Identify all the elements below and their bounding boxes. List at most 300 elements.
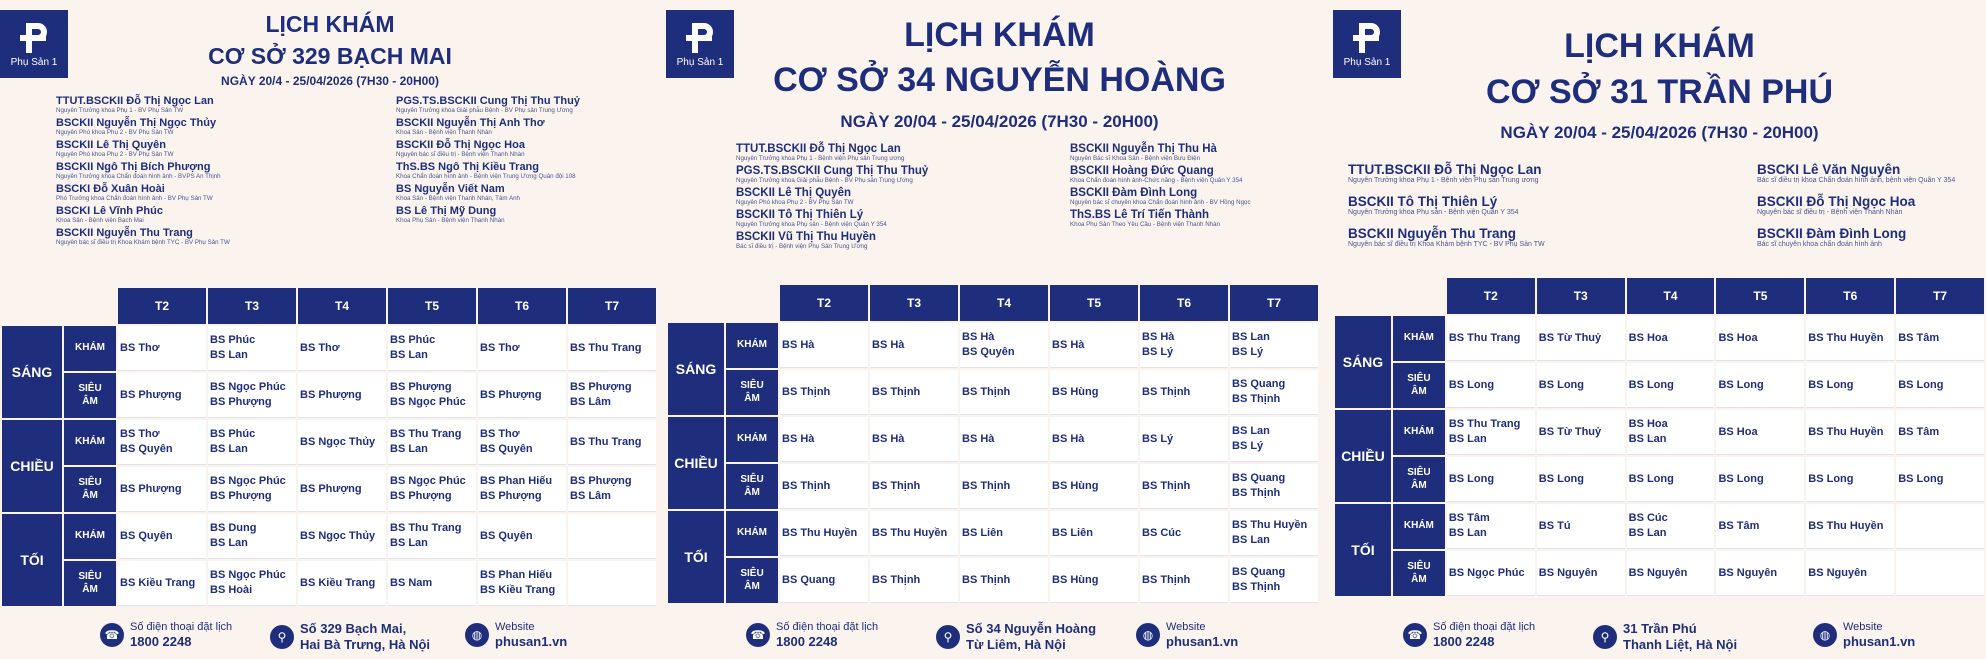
doctor-assignment: BS Phúc xyxy=(210,428,256,441)
doctor-name: BS Lê Thị Mỹ Dung xyxy=(396,205,497,217)
day-header-t6: T6 xyxy=(1140,285,1228,321)
doctor-name: BSCKII Vũ Thị Thu Huyền xyxy=(736,231,876,243)
schedule-cell xyxy=(1230,558,1318,603)
schedule-cell xyxy=(1140,558,1228,603)
doctor-assignment: BS Lan xyxy=(1448,527,1487,539)
session-type-label: SIÊU ÂM xyxy=(64,467,116,512)
schedule-cell xyxy=(1627,410,1715,455)
schedule-row xyxy=(2,467,656,512)
schedule-cell xyxy=(1230,370,1318,415)
doctor-assignment: BS Lan xyxy=(390,537,428,549)
schedule-row xyxy=(2,561,656,606)
schedule-cell xyxy=(1627,316,1715,361)
doctor-entry xyxy=(1757,162,1955,184)
schedule-cell xyxy=(388,420,476,465)
schedule-cell xyxy=(208,561,296,606)
schedule-row xyxy=(1335,504,1984,549)
doctor-assignment: BS Thu Huyền xyxy=(1808,519,1884,532)
session-type-label: KHÁM xyxy=(1393,316,1445,361)
doctor-assignment: BS Kiều Trang xyxy=(480,584,556,596)
doctor-assignment: BS Hà xyxy=(782,338,815,351)
footer-value[interactable]: 1800 2248 xyxy=(1433,634,1495,650)
doctor-assignment: BS Từ Thuỷ xyxy=(1538,425,1602,438)
doctor-assignment: BS Nguyên xyxy=(1538,566,1598,579)
doctor-assignment: BS Lan xyxy=(1628,433,1667,445)
doctor-entry xyxy=(1348,226,1545,248)
doctor-name: PGS.TS.BSCKII Cung Thị Thu Thuỷ xyxy=(396,95,580,107)
schedule-cell xyxy=(1716,363,1804,408)
session-type-label: KHÁM xyxy=(64,326,116,371)
doctor-name: BSCKII Nguyễn Thu Trang xyxy=(1348,226,1517,241)
doctor-assignment: BS Quyên xyxy=(120,443,173,455)
doctor-description: Khoa Sản - Bệnh viện Bạch Mai xyxy=(56,217,144,224)
footer-value[interactable]: 1800 2248 xyxy=(130,634,192,650)
session-type-label: SIÊU ÂM xyxy=(726,558,778,603)
session-type-label: KHÁM xyxy=(726,417,778,462)
schedule-cell xyxy=(298,514,386,559)
doctor-entry xyxy=(56,139,174,158)
schedule-cell xyxy=(298,373,386,418)
doctor-assignment: BS Thịnh xyxy=(962,385,1011,398)
doctor-assignment: BS Ngọc Phúc xyxy=(210,381,286,394)
doctor-assignment: BS Liên xyxy=(1052,526,1093,539)
doctor-assignment: BS Quang xyxy=(782,573,836,586)
day-header-t4: T4 xyxy=(1627,278,1715,314)
schedule-cell xyxy=(1806,504,1894,549)
doctor-name: BSCKII Hoàng Đức Quang xyxy=(1070,165,1214,177)
address-line-2: Từ Liêm, Hà Nội xyxy=(966,636,1066,652)
schedule-row xyxy=(2,420,656,465)
schedule-cell xyxy=(870,417,958,462)
schedule-cell xyxy=(960,464,1048,509)
schedule-cell xyxy=(298,326,386,371)
doctor-assignment: BS Nguyên xyxy=(1628,566,1688,579)
schedule-cell xyxy=(780,511,868,556)
doctor-assignment: BS Phan Hiếu xyxy=(480,475,553,488)
schedule-cell xyxy=(1806,316,1894,361)
doctor-description: Nguyên Trưởng khoa Giải phẫu Bệnh - BV Phụ sản Trung Ương xyxy=(396,107,573,114)
doctor-assignment: BS Lan xyxy=(390,349,428,361)
doctor-assignment: BS Thịnh xyxy=(782,385,831,398)
schedule-cell xyxy=(960,511,1048,556)
globe-icon: ◍ xyxy=(1813,623,1837,647)
schedule-cell xyxy=(1140,323,1228,368)
doctor-entry xyxy=(396,95,580,114)
schedule-cell xyxy=(1140,464,1228,509)
doctor-description: Khoa Chẩn đoán hình ảnh - Bệnh viện Trung Ương Quân đội 108 xyxy=(396,173,576,180)
schedule-cell xyxy=(208,373,296,418)
doctor-assignment: BS Phượng xyxy=(390,490,452,502)
footer-label: Số điện thoại đặt lịch xyxy=(130,621,233,633)
doctor-description: Nguyên Trưởng khoa Giải phẫu Bệnh - BV Phụ sản Trung Ương xyxy=(736,177,913,184)
doctor-assignment: BS Thu Trang xyxy=(570,341,642,354)
doctor-name: BSCKII Nguyễn Thị Ngọc Thủy xyxy=(56,117,217,129)
doctor-assignment: BS Long xyxy=(1718,472,1764,485)
doctor-entry xyxy=(1070,165,1242,184)
session-type-label: SIÊU ÂM xyxy=(1393,457,1445,502)
doctor-name: BSCKII Đỗ Thị Ngọc Hoa xyxy=(396,139,525,151)
doctor-assignment: BS Lan xyxy=(1628,527,1667,539)
schedule-row xyxy=(668,323,1318,368)
shift-label: CHIỀU xyxy=(668,417,724,509)
schedule-cell xyxy=(568,420,656,465)
doctor-assignment: BS Long xyxy=(1538,378,1584,391)
doctor-assignment: BS Từ Thuỷ xyxy=(1538,331,1602,344)
doctor-description: Khoa Sản - Bệnh viện Thanh Nhàn xyxy=(396,129,492,136)
session-type-label: SIÊU ÂM xyxy=(726,370,778,415)
doctor-assignment: BS Thu Trang xyxy=(1448,331,1521,344)
footer-value[interactable]: phusan1.vn xyxy=(1843,634,1916,650)
shift-label: CHIỀU xyxy=(2,420,62,512)
schedule-row xyxy=(1335,316,1984,361)
doctor-assignment: BS Thịnh xyxy=(782,479,831,492)
doctor-assignment: BS Phượng xyxy=(210,490,272,502)
day-header-t5: T5 xyxy=(1716,278,1804,314)
doctor-entry xyxy=(736,165,928,184)
doctor-assignment: BS Hoa xyxy=(1628,331,1668,344)
doctor-entry xyxy=(736,231,876,250)
doctor-assignment: BS Liên xyxy=(962,526,1003,539)
doctor-assignment: BS Hoa xyxy=(1628,418,1668,431)
doctor-assignment: BS Hà xyxy=(962,432,995,445)
address-info xyxy=(936,621,1096,652)
footer xyxy=(0,615,666,659)
doctor-assignment: BS Thu Huyền xyxy=(782,526,858,539)
doctor-entry xyxy=(396,139,525,158)
address-info xyxy=(270,621,430,652)
doctor-assignment: BS Thịnh xyxy=(872,573,921,586)
schedule-cell xyxy=(1627,457,1715,502)
doctor-assignment: BS Hùng xyxy=(1052,573,1099,586)
header-spacer xyxy=(1335,278,1445,314)
doctor-assignment: BS Nam xyxy=(390,576,433,589)
schedule-cell xyxy=(1896,410,1984,455)
phone-info[interactable] xyxy=(746,621,878,650)
doctor-entry xyxy=(56,183,213,202)
schedule-row xyxy=(2,514,656,559)
doctor-assignment: BS Lan xyxy=(210,443,248,455)
shift-label: TỐI xyxy=(668,511,724,603)
doctor-assignment: BS Thơ xyxy=(300,341,340,354)
address-line-1: Số 34 Nguyễn Hoàng xyxy=(966,621,1097,636)
doctor-name: BSCKII Nguyễn Thu Trang xyxy=(56,227,193,239)
session-type-label: KHÁM xyxy=(1393,504,1445,549)
title-line-1: LỊCH KHÁM xyxy=(1564,27,1755,65)
doctor-assignment: BS Phượng xyxy=(300,482,362,495)
schedule-cell xyxy=(388,467,476,512)
doctor-assignment: BS Phan Hiếu xyxy=(480,569,553,582)
schedule-row xyxy=(1335,551,1984,596)
schedule-cell xyxy=(1627,551,1715,596)
day-header-t7: T7 xyxy=(568,288,656,324)
doctor-description: Khoa Chẩn đoán hình ảnh-Chức năng - Bệnh viện Quân Y 354 xyxy=(1070,177,1243,184)
shift-label: SÁNG xyxy=(2,326,62,418)
doctor-entry xyxy=(56,95,214,114)
schedule-cell xyxy=(208,514,296,559)
schedule-cell xyxy=(478,467,566,512)
schedule-cell xyxy=(1806,457,1894,502)
session-type-label: SIÊU ÂM xyxy=(726,464,778,509)
doctor-assignment: BS Hà xyxy=(782,432,815,445)
doctor-name: TTUT.BSCKII Đỗ Thị Ngọc Lan xyxy=(56,95,214,107)
schedule-cell xyxy=(1230,323,1318,368)
schedule-cell xyxy=(1806,363,1894,408)
schedule-row xyxy=(668,511,1318,556)
schedule-cell xyxy=(1050,511,1138,556)
doctor-assignment: BS Quang xyxy=(1232,378,1286,391)
doctor-assignment: BS Thu Trang xyxy=(390,522,462,535)
shift-label: CHIỀU xyxy=(1335,410,1391,502)
session-type-label: SIÊU ÂM xyxy=(64,373,116,418)
schedule-cell xyxy=(1050,558,1138,603)
footer-label: Website xyxy=(495,621,535,633)
schedule-cell xyxy=(388,326,476,371)
doctor-assignment: BS Lan xyxy=(390,443,428,455)
website-info[interactable] xyxy=(1813,621,1915,650)
doctor-description: Nguyên Bác sĩ Khoa Sản - Bệnh viện Bưu Điện xyxy=(1070,155,1201,162)
doctor-entry xyxy=(736,143,904,162)
schedule-cell xyxy=(1896,504,1984,549)
doctor-assignment: BS Cúc xyxy=(1628,512,1668,525)
doctor-assignment: BS Thịnh xyxy=(1142,573,1191,586)
day-header-t5: T5 xyxy=(388,288,476,324)
doctor-entry xyxy=(1348,194,1519,216)
schedule-cell xyxy=(208,420,296,465)
doctor-assignment: BS Lý xyxy=(1232,346,1264,358)
schedule-cell xyxy=(388,373,476,418)
doctor-assignment: BS Thơ xyxy=(120,341,160,354)
schedule-cell xyxy=(1716,457,1804,502)
doctor-name: TTUT.BSCKII Đỗ Thị Ngọc Lan xyxy=(736,143,901,155)
doctor-assignment: BS Lan xyxy=(1448,433,1487,445)
title-line-2: CƠ SỞ 329 BẠCH MAI xyxy=(208,43,452,69)
schedule-row xyxy=(668,464,1318,509)
schedule-cell xyxy=(960,417,1048,462)
schedule-cell xyxy=(478,561,566,606)
footer xyxy=(1333,615,1986,659)
doctor-assignment: BS Thu Huyền xyxy=(1808,331,1884,344)
doctor-assignment: BS Ngọc Phúc xyxy=(1448,566,1525,579)
doctor-assignment: BS Quyên xyxy=(962,346,1015,358)
schedule-cell xyxy=(208,326,296,371)
title-line-1: LỊCH KHÁM xyxy=(265,11,395,37)
footer-value[interactable]: 1800 2248 xyxy=(776,634,838,650)
session-type-label: KHÁM xyxy=(1393,410,1445,455)
shift-label: SÁNG xyxy=(668,323,724,415)
doctor-name: BSCKI Lê Văn Nguyên xyxy=(1757,162,1901,177)
doctor-name: BSCKII Đỗ Thị Ngọc Hoa xyxy=(1757,194,1916,209)
doctor-assignment: BS Hoa xyxy=(1718,425,1758,438)
doctor-assignment: BS Phượng xyxy=(210,396,272,408)
doctor-name: BSCKII Lê Thị Quyên xyxy=(736,187,852,199)
schedule-cell xyxy=(568,326,656,371)
schedule-cell xyxy=(1896,457,1984,502)
doctor-assignment: BS Ngọc Phúc xyxy=(210,475,286,488)
title-line-1: LỊCH KHÁM xyxy=(904,16,1095,54)
shift-label: TỐI xyxy=(2,514,62,606)
day-header-t4: T4 xyxy=(960,285,1048,321)
schedule-cell xyxy=(1140,370,1228,415)
schedule-table xyxy=(0,286,658,608)
schedule-cell xyxy=(780,370,868,415)
website-info[interactable] xyxy=(465,621,567,650)
doctor-assignment: BS Kiều Trang xyxy=(300,576,376,589)
footer-value[interactable]: phusan1.vn xyxy=(495,634,568,650)
session-type-label: KHÁM xyxy=(726,511,778,556)
doctor-assignment: BS Lan xyxy=(1232,425,1270,438)
schedule-cell xyxy=(1447,410,1535,455)
schedule-cell xyxy=(1716,316,1804,361)
session-type-label: KHÁM xyxy=(64,420,116,465)
session-type-label: SIÊU ÂM xyxy=(1393,551,1445,596)
doctor-name: TTUT.BSCKII Đỗ Thị Ngọc Lan xyxy=(1348,162,1542,177)
logo xyxy=(0,10,68,78)
schedule-cell xyxy=(1537,457,1625,502)
session-type-label: KHÁM xyxy=(726,323,778,368)
doctor-description: Nguyên Phó khoa Phụ 2 - BV Phụ Sản TW xyxy=(736,199,854,206)
doctor-assignment: BS Thịnh xyxy=(872,479,921,492)
schedule-cell xyxy=(1447,316,1535,361)
doctor-assignment: BS Tâm xyxy=(1718,519,1760,532)
schedule-row xyxy=(2,326,656,371)
website-info[interactable] xyxy=(1136,621,1238,650)
doctor-entry xyxy=(56,205,163,224)
doctor-assignment: BS Tâm xyxy=(1898,331,1940,344)
doctor-assignment: BS Ngọc Phúc xyxy=(210,569,286,582)
schedule-cell xyxy=(1537,410,1625,455)
doctor-description: Khoa Phụ Sản - Bệnh viện Thanh Nhàn xyxy=(396,217,505,224)
doctor-name: BSCKII Tô Thị Thiên Lý xyxy=(1348,194,1498,209)
doctor-assignment: BS Thu Huyền xyxy=(872,526,948,539)
address-line-2: Thanh Liệt, Hà Nội xyxy=(1623,636,1738,652)
doctor-name: BSCKI Đỗ Xuân Hoài xyxy=(56,183,165,195)
doctor-description: Nguyên Trưởng khoa Phụ sản - Bệnh viện Quân Y 354 xyxy=(1348,209,1519,216)
doctor-description: Nguyên Trưởng khoa Phụ 1 - Bệnh viện Phụ sản Trung ương xyxy=(736,155,905,162)
footer xyxy=(666,615,1333,659)
doctor-assignment: BS Ngọc Thủy xyxy=(300,435,376,448)
schedule-cell xyxy=(1627,504,1715,549)
doctor-assignment: BS Phượng xyxy=(570,475,632,488)
doctor-assignment: BS Hùng xyxy=(1052,479,1099,492)
schedule-cell xyxy=(870,558,958,603)
schedule-cell xyxy=(118,326,206,371)
session-type-label: SIÊU ÂM xyxy=(64,561,116,606)
doctor-assignment: BS Thu Trang xyxy=(570,435,642,448)
footer-value[interactable]: phusan1.vn xyxy=(1166,634,1239,650)
schedule-cell xyxy=(568,514,656,559)
session-type-label: KHÁM xyxy=(64,514,116,559)
schedule-cell xyxy=(118,561,206,606)
globe-icon: ◍ xyxy=(465,623,489,647)
doctor-assignment: BS Thơ xyxy=(480,341,520,354)
doctor-assignment: BS Long xyxy=(1808,378,1854,391)
schedule-cell xyxy=(960,370,1048,415)
doctor-assignment: BS Thịnh xyxy=(962,479,1011,492)
doctor-assignment: BS Quang xyxy=(1232,566,1286,579)
schedule-table xyxy=(666,283,1320,605)
doctor-assignment: BS Long xyxy=(1898,378,1944,391)
doctor-assignment: BS Phượng xyxy=(120,388,182,401)
doctor-assignment: BS Kiều Trang xyxy=(120,576,196,589)
schedule-row xyxy=(668,370,1318,415)
session-type-label: SIÊU ÂM xyxy=(1393,363,1445,408)
doctor-description: Khoa Sản - Bệnh viện Thanh Nhàn, Tâm Anh xyxy=(396,195,520,202)
schedule-cell xyxy=(1230,464,1318,509)
doctor-assignment: BS Hà xyxy=(1052,338,1085,351)
day-header-t3: T3 xyxy=(208,288,296,324)
title-line-2: CƠ SỞ 31 TRẦN PHÚ xyxy=(1485,73,1834,111)
schedule-cell xyxy=(388,561,476,606)
schedule-cell xyxy=(870,323,958,368)
logo-text: Phụ Sản 1 xyxy=(10,57,58,68)
doctor-assignment: BS Thịnh xyxy=(1232,581,1281,593)
doctor-assignment: BS Ngọc Phúc xyxy=(390,396,466,408)
schedule-cell xyxy=(1537,551,1625,596)
doctor-assignment: BS Phúc xyxy=(390,334,436,347)
schedule-cell xyxy=(1447,457,1535,502)
schedule-cell xyxy=(478,420,566,465)
doctor-assignment: BS Quyên xyxy=(120,529,173,542)
day-header-t2: T2 xyxy=(780,285,868,321)
schedule-cell xyxy=(478,373,566,418)
doctor-description: Nguyên bác sĩ điều trị - Bệnh viện Thanh Nhàn xyxy=(1757,209,1903,216)
doctor-entry xyxy=(396,183,520,202)
doctor-name: BSCKII Ngô Thị Bích Phượng xyxy=(56,161,211,173)
schedule-cell xyxy=(1896,363,1984,408)
doctor-assignment: BS Phượng xyxy=(390,381,452,394)
schedule-row xyxy=(668,558,1318,603)
schedule-cell xyxy=(960,323,1048,368)
day-header-t5: T5 xyxy=(1050,285,1138,321)
doctor-entry xyxy=(1070,187,1251,206)
schedule-cell xyxy=(1050,464,1138,509)
doctor-assignment: BS Hà xyxy=(1052,432,1085,445)
doctor-name: PGS.TS.BSCKII Cung Thị Thu Thuỷ xyxy=(736,165,929,177)
doctor-description: Bác sĩ điều trị khoa Chẩn đoán hình ảnh, bệnh viện Quân Y 354 xyxy=(1757,177,1956,184)
doctor-assignment: BS Thịnh xyxy=(962,573,1011,586)
doctor-assignment: BS Lâm xyxy=(570,490,611,502)
doctor-name: BS Nguyễn Viết Nam xyxy=(396,183,505,195)
schedule-cell xyxy=(298,467,386,512)
doctor-assignment: BS Long xyxy=(1628,378,1674,391)
day-header-t6: T6 xyxy=(1806,278,1894,314)
schedule-cell xyxy=(568,467,656,512)
header-spacer xyxy=(668,285,778,321)
doctor-assignment: BS Thu Trang xyxy=(390,428,462,441)
location-pin-icon: ⚲ xyxy=(936,625,960,649)
logo-mark-icon xyxy=(14,19,54,55)
doctor-entry xyxy=(1348,162,1542,184)
title-line-2: CƠ SỞ 34 NGUYỄN HOÀNG xyxy=(773,61,1226,99)
phone-info[interactable] xyxy=(1403,621,1535,650)
doctor-assignment: BS Phúc xyxy=(210,334,256,347)
doctor-assignment: BS Long xyxy=(1628,472,1674,485)
doctor-assignment: BS Phượng xyxy=(480,490,542,502)
doctor-entry xyxy=(736,209,887,228)
panel-1 xyxy=(0,0,666,659)
day-header-t7: T7 xyxy=(1896,278,1984,314)
phone-info[interactable] xyxy=(100,621,232,650)
shift-label: SÁNG xyxy=(1335,316,1391,408)
doctor-assignment: BS Lan xyxy=(1232,534,1270,546)
doctor-assignment: BS Nguyên xyxy=(1808,566,1867,579)
doctor-entry xyxy=(1757,194,1915,216)
schedule-cell xyxy=(870,464,958,509)
schedule-row xyxy=(1335,410,1984,455)
doctor-assignment: BS Thịnh xyxy=(1142,479,1191,492)
doctor-assignment: BS Phượng xyxy=(120,482,182,495)
doctor-name: ThS.BS Ngô Thị Kiều Trang xyxy=(396,161,539,173)
